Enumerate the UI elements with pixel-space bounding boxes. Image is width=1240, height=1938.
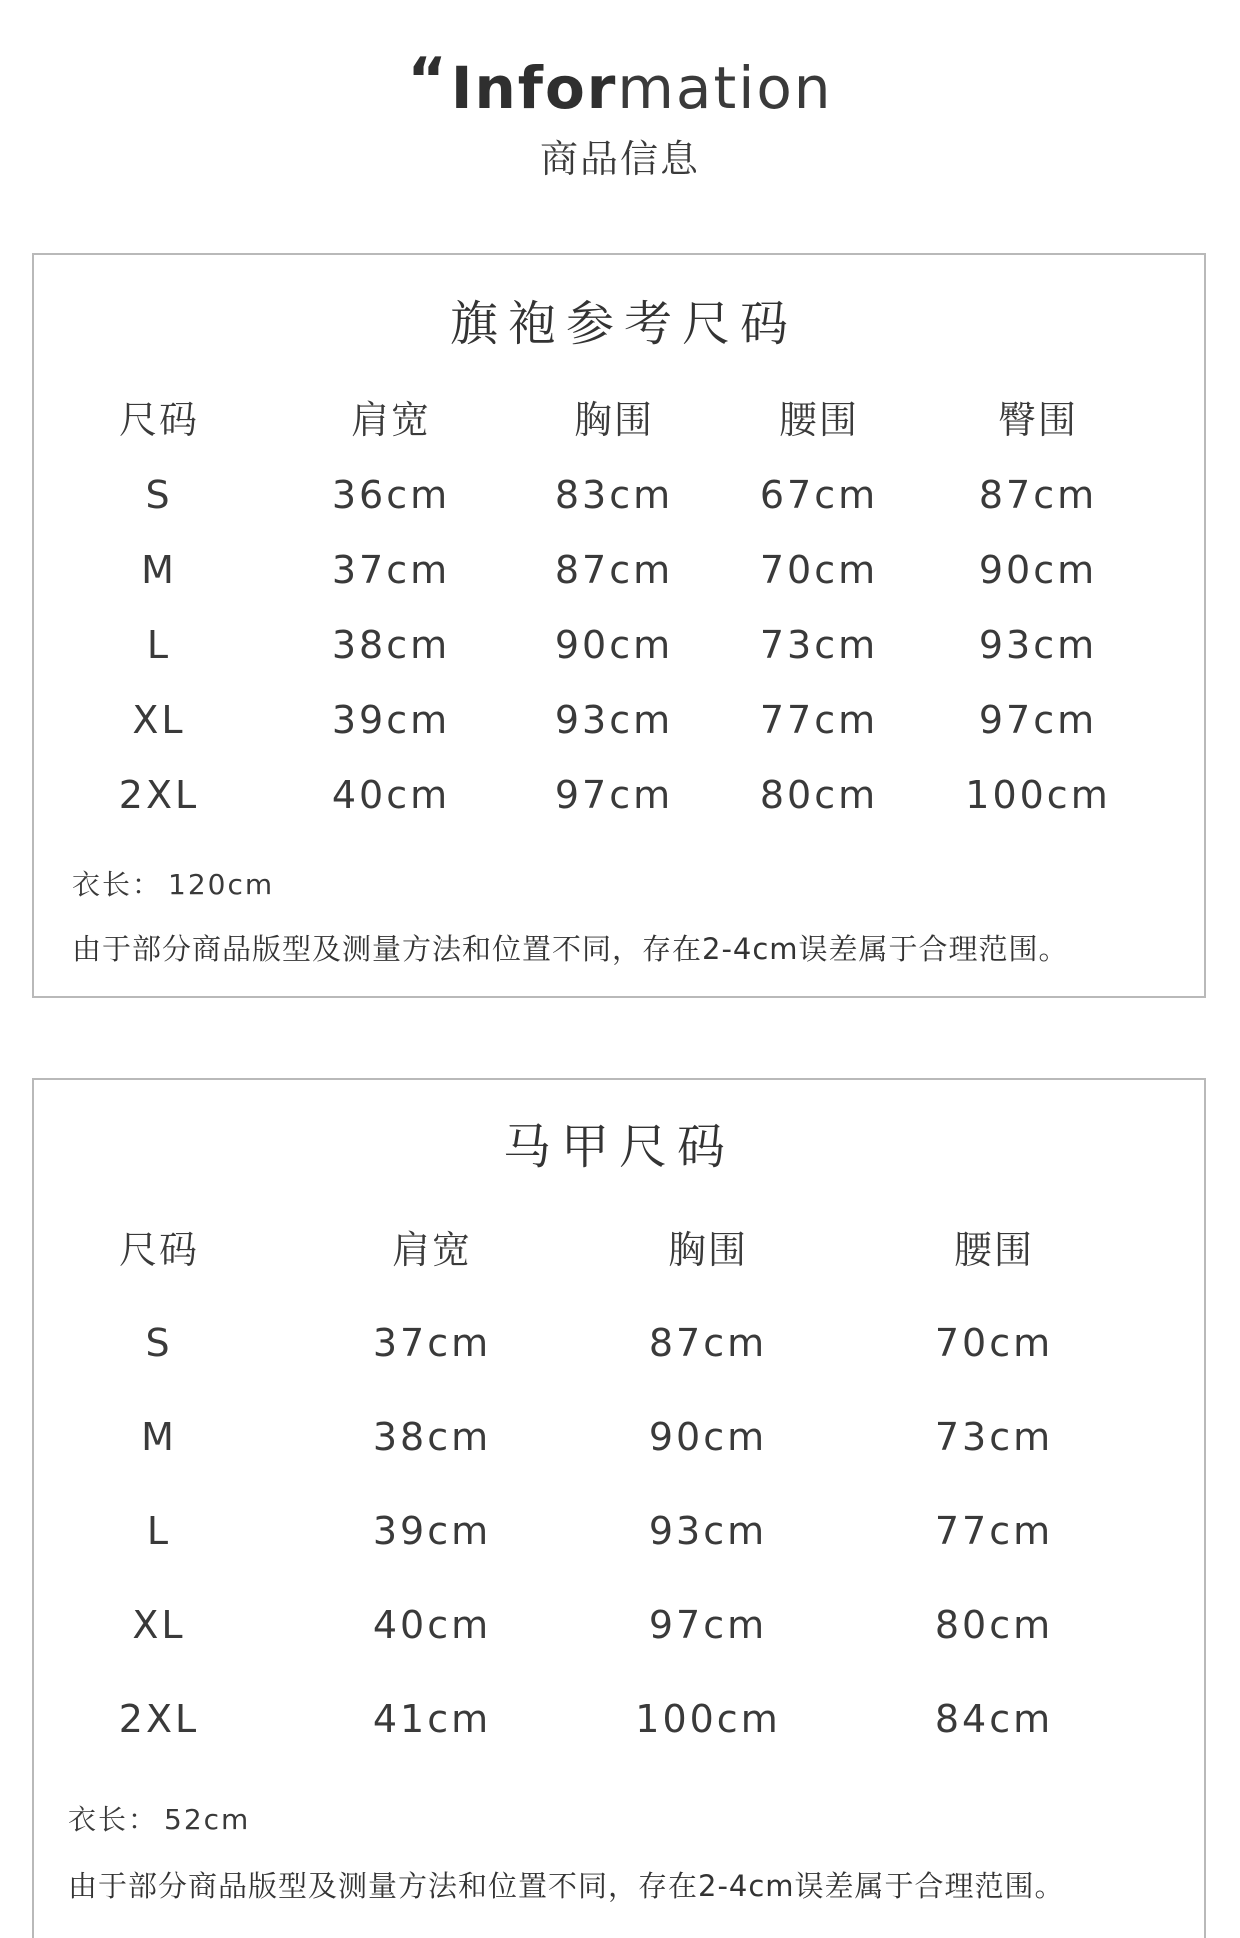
waist-cell: 80cm	[759, 773, 879, 817]
hip-cell: 93cm	[978, 623, 1098, 667]
waist-cell: 70cm	[934, 1321, 1054, 1365]
vest-size-title: 马甲尺码	[502, 1119, 735, 1175]
garment-length-label: 衣长：	[72, 868, 163, 901]
hip-cell: 97cm	[978, 698, 1098, 742]
measurement-disclaimer: 由于部分商品版型及测量方法和位置不同，存在2-4cm误差属于合理范围。	[72, 932, 1069, 966]
vest-table-header	[34, 1220, 1204, 1280]
shoulder-cell: 38cm	[372, 1415, 492, 1459]
garment-length-note	[72, 863, 274, 903]
table-row	[34, 465, 1204, 525]
waist-cell: 84cm	[934, 1697, 1054, 1741]
table-row	[34, 1689, 1204, 1749]
vest-size-card	[32, 1078, 1206, 1938]
size-cell: S	[145, 1321, 173, 1365]
hip-cell: 90cm	[978, 548, 1098, 592]
shoulder-cell: 38cm	[331, 623, 451, 667]
quote-mark: “	[407, 45, 449, 115]
hip-cell: 87cm	[978, 473, 1098, 517]
shoulder-cell: 39cm	[331, 698, 451, 742]
garment-length-label: 衣长：	[68, 1803, 159, 1836]
garment-length-value: 52cm	[164, 1803, 251, 1836]
hip-cell: 100cm	[965, 773, 1111, 817]
size-cell: L	[146, 623, 172, 667]
table-row	[34, 765, 1204, 825]
column-header-waist: 腰围	[778, 398, 859, 442]
garment-length-note	[68, 1798, 250, 1838]
bust-cell: 83cm	[554, 473, 674, 517]
bust-cell: 97cm	[554, 773, 674, 817]
waist-cell: 80cm	[934, 1603, 1054, 1647]
shoulder-cell: 40cm	[331, 773, 451, 817]
size-cell: M	[141, 548, 177, 592]
column-header-shoulder: 肩宽	[350, 398, 431, 442]
table-row	[34, 1407, 1204, 1467]
size-cell: XL	[132, 1603, 186, 1647]
bust-cell: 93cm	[648, 1509, 768, 1553]
shoulder-cell: 37cm	[331, 548, 451, 592]
column-header-bust: 胸围	[667, 1228, 748, 1272]
qipao-size-card	[32, 253, 1206, 998]
table-row	[34, 615, 1204, 675]
size-cell: 2XL	[118, 1697, 200, 1741]
waist-cell: 73cm	[759, 623, 879, 667]
measurement-disclaimer: 由于部分商品版型及测量方法和位置不同，存在2-4cm误差属于合理范围。	[68, 1869, 1065, 1903]
size-cell: M	[141, 1415, 177, 1459]
bust-cell: 87cm	[554, 548, 674, 592]
bust-cell: 90cm	[648, 1415, 768, 1459]
shoulder-cell: 40cm	[372, 1603, 492, 1647]
waist-cell: 70cm	[759, 548, 879, 592]
bust-cell: 97cm	[648, 1603, 768, 1647]
size-cell: XL	[132, 698, 186, 742]
size-cell: S	[145, 473, 173, 517]
qipao-size-title: 旗袍参考尺码	[449, 296, 798, 352]
column-header-hip: 臀围	[997, 398, 1078, 442]
column-header-shoulder: 肩宽	[391, 1228, 472, 1272]
table-row	[34, 1595, 1204, 1655]
shoulder-cell: 39cm	[372, 1509, 492, 1553]
table-row	[34, 690, 1204, 750]
column-header-waist: 腰围	[953, 1228, 1034, 1272]
qipao-table-header	[34, 390, 1204, 450]
title-bold-part: Infor	[450, 54, 618, 122]
shoulder-cell: 37cm	[372, 1321, 492, 1365]
waist-cell: 67cm	[759, 473, 879, 517]
column-header-size: 尺码	[118, 398, 199, 442]
waist-cell: 73cm	[934, 1415, 1054, 1459]
shoulder-cell: 36cm	[331, 473, 451, 517]
table-row	[34, 1313, 1204, 1373]
column-header-bust: 胸围	[573, 398, 654, 442]
size-cell: 2XL	[118, 773, 200, 817]
title-light-part: mation	[617, 54, 833, 122]
waist-cell: 77cm	[759, 698, 879, 742]
waist-cell: 77cm	[934, 1509, 1054, 1553]
information-subtitle: 商品信息	[539, 137, 700, 181]
column-header-size: 尺码	[118, 1228, 199, 1272]
size-cell: L	[146, 1509, 172, 1553]
table-row	[34, 540, 1204, 600]
shoulder-cell: 41cm	[372, 1697, 492, 1741]
bust-cell: 87cm	[648, 1321, 768, 1365]
bust-cell: 90cm	[554, 623, 674, 667]
page-header	[0, 40, 1240, 184]
table-row	[34, 1501, 1204, 1561]
garment-length-value: 120cm	[168, 868, 275, 901]
information-title	[0, 40, 1240, 128]
bust-cell: 93cm	[554, 698, 674, 742]
bust-cell: 100cm	[635, 1697, 781, 1741]
